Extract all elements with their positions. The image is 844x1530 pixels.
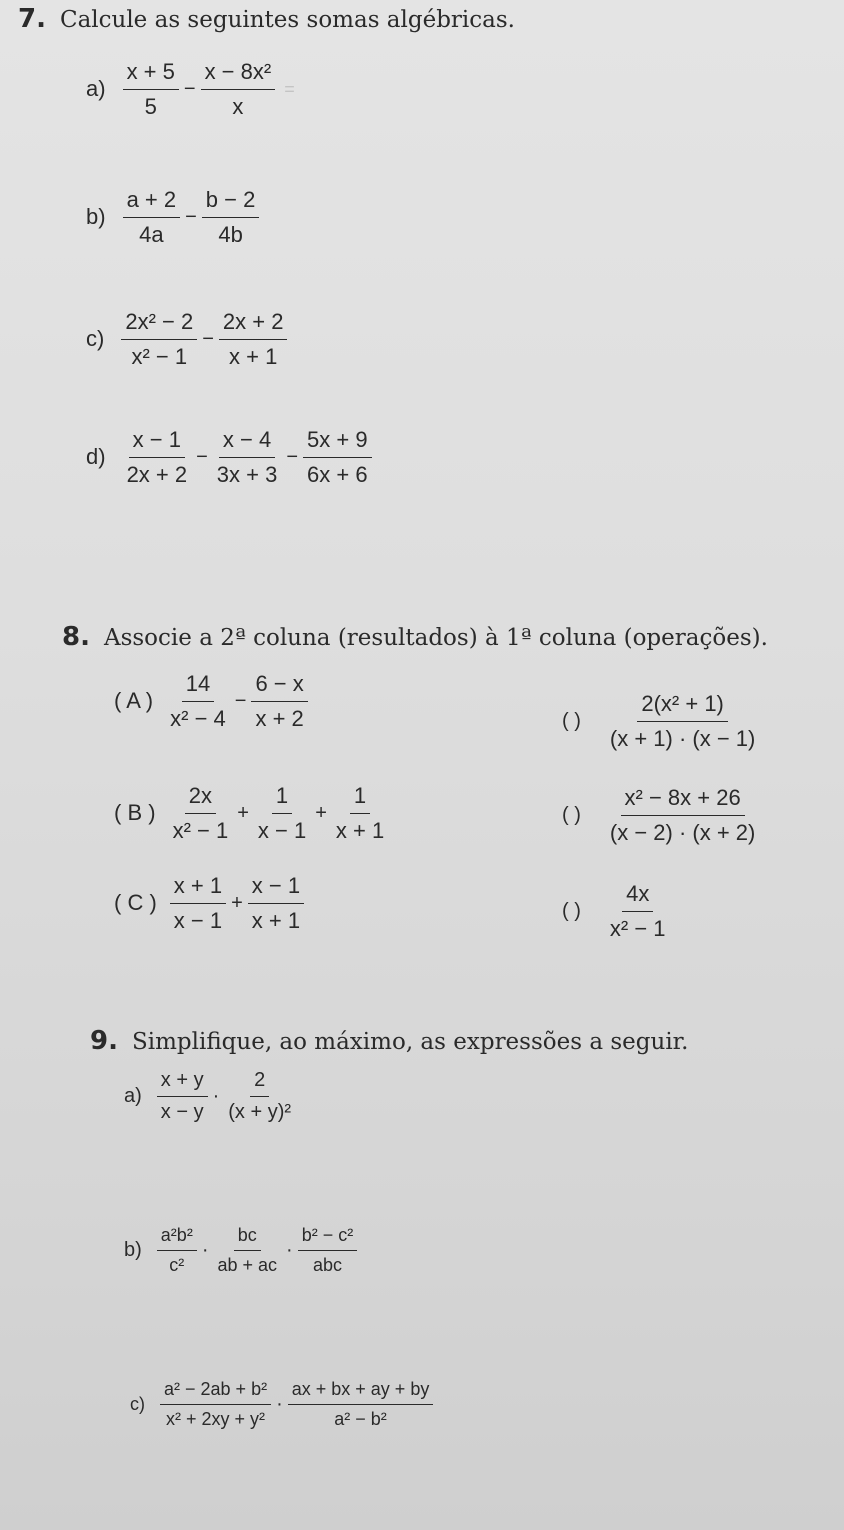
q8-left-b [114, 782, 391, 844]
q8-right-2 [562, 784, 762, 846]
numerator: 5x + 9 [303, 426, 372, 458]
numerator: x − 1 [129, 426, 185, 458]
item-label: b) [86, 204, 106, 229]
numerator: 1 [272, 782, 292, 814]
denominator: abc [312, 1254, 342, 1275]
q7-item-d [86, 426, 375, 488]
q7-item-a [86, 58, 295, 120]
operator: − [183, 77, 196, 100]
numerator: 1 [350, 782, 370, 814]
fraction [303, 426, 372, 488]
numerator: 2x² − 2 [121, 308, 197, 340]
denominator: x² − 4 [170, 705, 226, 731]
fraction [248, 872, 304, 934]
denominator: 4b [218, 221, 243, 247]
item-label: b) [124, 1238, 142, 1261]
fraction [202, 186, 260, 248]
denominator: x + 2 [255, 705, 304, 731]
denominator: x − 1 [257, 817, 307, 843]
answer-blank[interactable]: ( ) [562, 899, 581, 922]
denominator: (x + 1) · (x − 1) [609, 725, 756, 751]
fraction [606, 880, 670, 942]
operator: · [286, 1238, 293, 1261]
operator: − [286, 445, 299, 468]
q8-left-c [114, 872, 307, 934]
q7-item-b [86, 186, 262, 248]
numerator: x + 1 [170, 872, 226, 904]
numerator: b − 2 [202, 186, 260, 218]
denominator: x [232, 93, 244, 119]
numerator: 2x + 2 [219, 308, 288, 340]
denominator: x − y [160, 1101, 204, 1123]
operator: − [234, 689, 247, 712]
numerator: bc [234, 1224, 261, 1251]
denominator: x² + 2xy + y² [166, 1408, 266, 1429]
q8-left-a [114, 670, 311, 732]
numerator: 2x [185, 782, 216, 814]
denominator: 6x + 6 [307, 461, 368, 487]
fraction [298, 1224, 358, 1276]
item-label: ( A ) [114, 688, 154, 713]
denominator: x − 1 [173, 907, 223, 933]
numerator: 6 − x [251, 670, 307, 702]
fraction [254, 782, 310, 844]
answer-blank[interactable]: ( ) [562, 709, 581, 732]
operator: − [202, 327, 214, 350]
operator: + [231, 891, 243, 914]
denominator: x² − 1 [131, 343, 188, 369]
numerator: ax + bx + ay + by [288, 1378, 434, 1405]
fraction [288, 1378, 434, 1430]
q9-item-a [124, 1068, 298, 1125]
numerator: x + y [157, 1068, 208, 1097]
fraction [213, 426, 282, 488]
fraction [121, 308, 197, 370]
denominator: x + 1 [229, 343, 278, 369]
fraction [170, 872, 226, 934]
denominator: a² − b² [334, 1408, 387, 1429]
item-label: c) [86, 326, 105, 351]
fraction [606, 690, 759, 752]
answer-blank[interactable]: ( ) [562, 803, 581, 826]
denominator: ab + ac [217, 1254, 278, 1275]
numerator: x − 4 [219, 426, 275, 458]
q7-title: Calcule as seguintes somas algébricas. [59, 7, 515, 33]
fraction [224, 1068, 295, 1125]
numerator: b² − c² [298, 1224, 358, 1251]
numerator: 14 [182, 670, 214, 702]
numerator: a² − 2ab + b² [160, 1378, 271, 1405]
operator: + [315, 801, 327, 824]
denominator: 3x + 3 [216, 461, 278, 487]
denominator: (x + y)² [228, 1101, 292, 1123]
q8-right-1 [562, 690, 762, 752]
item-label: ( C ) [114, 890, 157, 915]
item-label: a) [124, 1085, 142, 1107]
q9-header [90, 1026, 688, 1056]
item-label: d) [86, 444, 106, 469]
denominator: 4a [139, 221, 164, 247]
q9-item-c [130, 1378, 436, 1430]
fraction [219, 308, 288, 370]
fraction [157, 1224, 197, 1276]
operator: · [276, 1392, 283, 1415]
fraction [123, 426, 192, 488]
fraction [166, 670, 230, 732]
numerator: 2 [250, 1068, 269, 1097]
denominator: x + 1 [335, 817, 385, 843]
q9-number: 9. [90, 1026, 118, 1056]
q8-number: 8. [62, 622, 90, 652]
fraction [160, 1378, 271, 1430]
operator: · [201, 1238, 209, 1261]
numerator: x + 5 [123, 58, 179, 90]
q9-item-b [124, 1224, 360, 1276]
item-label: ( B ) [114, 800, 156, 825]
numerator: a²b² [157, 1224, 197, 1251]
q7-item-c [86, 308, 290, 370]
denominator: 2x + 2 [126, 461, 188, 487]
numerator: x − 1 [248, 872, 304, 904]
numerator: x − 8x² [201, 58, 276, 90]
operator: + [237, 801, 249, 824]
numerator: 4x [622, 880, 653, 912]
operator: · [212, 1085, 220, 1107]
q8-title: Associe a 2ª coluna (resultados) à 1ª coluna (operações). [103, 625, 768, 651]
denominator: 5 [144, 93, 157, 119]
item-label: a) [86, 76, 106, 101]
fraction [213, 1224, 281, 1276]
denominator: x + 1 [251, 907, 301, 933]
equals-sign: = [284, 78, 295, 99]
q7-header [18, 4, 515, 34]
fraction [332, 782, 388, 844]
fraction [251, 670, 307, 732]
fraction [123, 58, 179, 120]
denominator: x² − 1 [172, 817, 229, 843]
numerator: 2(x² + 1) [637, 690, 728, 722]
operator: − [196, 445, 208, 468]
numerator: x² − 8x + 26 [621, 784, 745, 816]
q9-title: Simplifique, ao máximo, as expressões a seguir. [131, 1029, 689, 1055]
denominator: c² [169, 1254, 185, 1275]
item-label: c) [130, 1393, 145, 1414]
fraction [169, 782, 233, 844]
q7-number: 7. [18, 4, 46, 34]
fraction [123, 186, 181, 248]
numerator: a + 2 [123, 186, 181, 218]
denominator: x² − 1 [609, 915, 666, 941]
operator: − [185, 205, 197, 228]
fraction [157, 1068, 208, 1125]
q8-right-3 [562, 880, 673, 942]
fraction [606, 784, 759, 846]
denominator: (x − 2) · (x + 2) [609, 819, 756, 845]
fraction [201, 58, 276, 120]
q8-header [62, 622, 768, 652]
